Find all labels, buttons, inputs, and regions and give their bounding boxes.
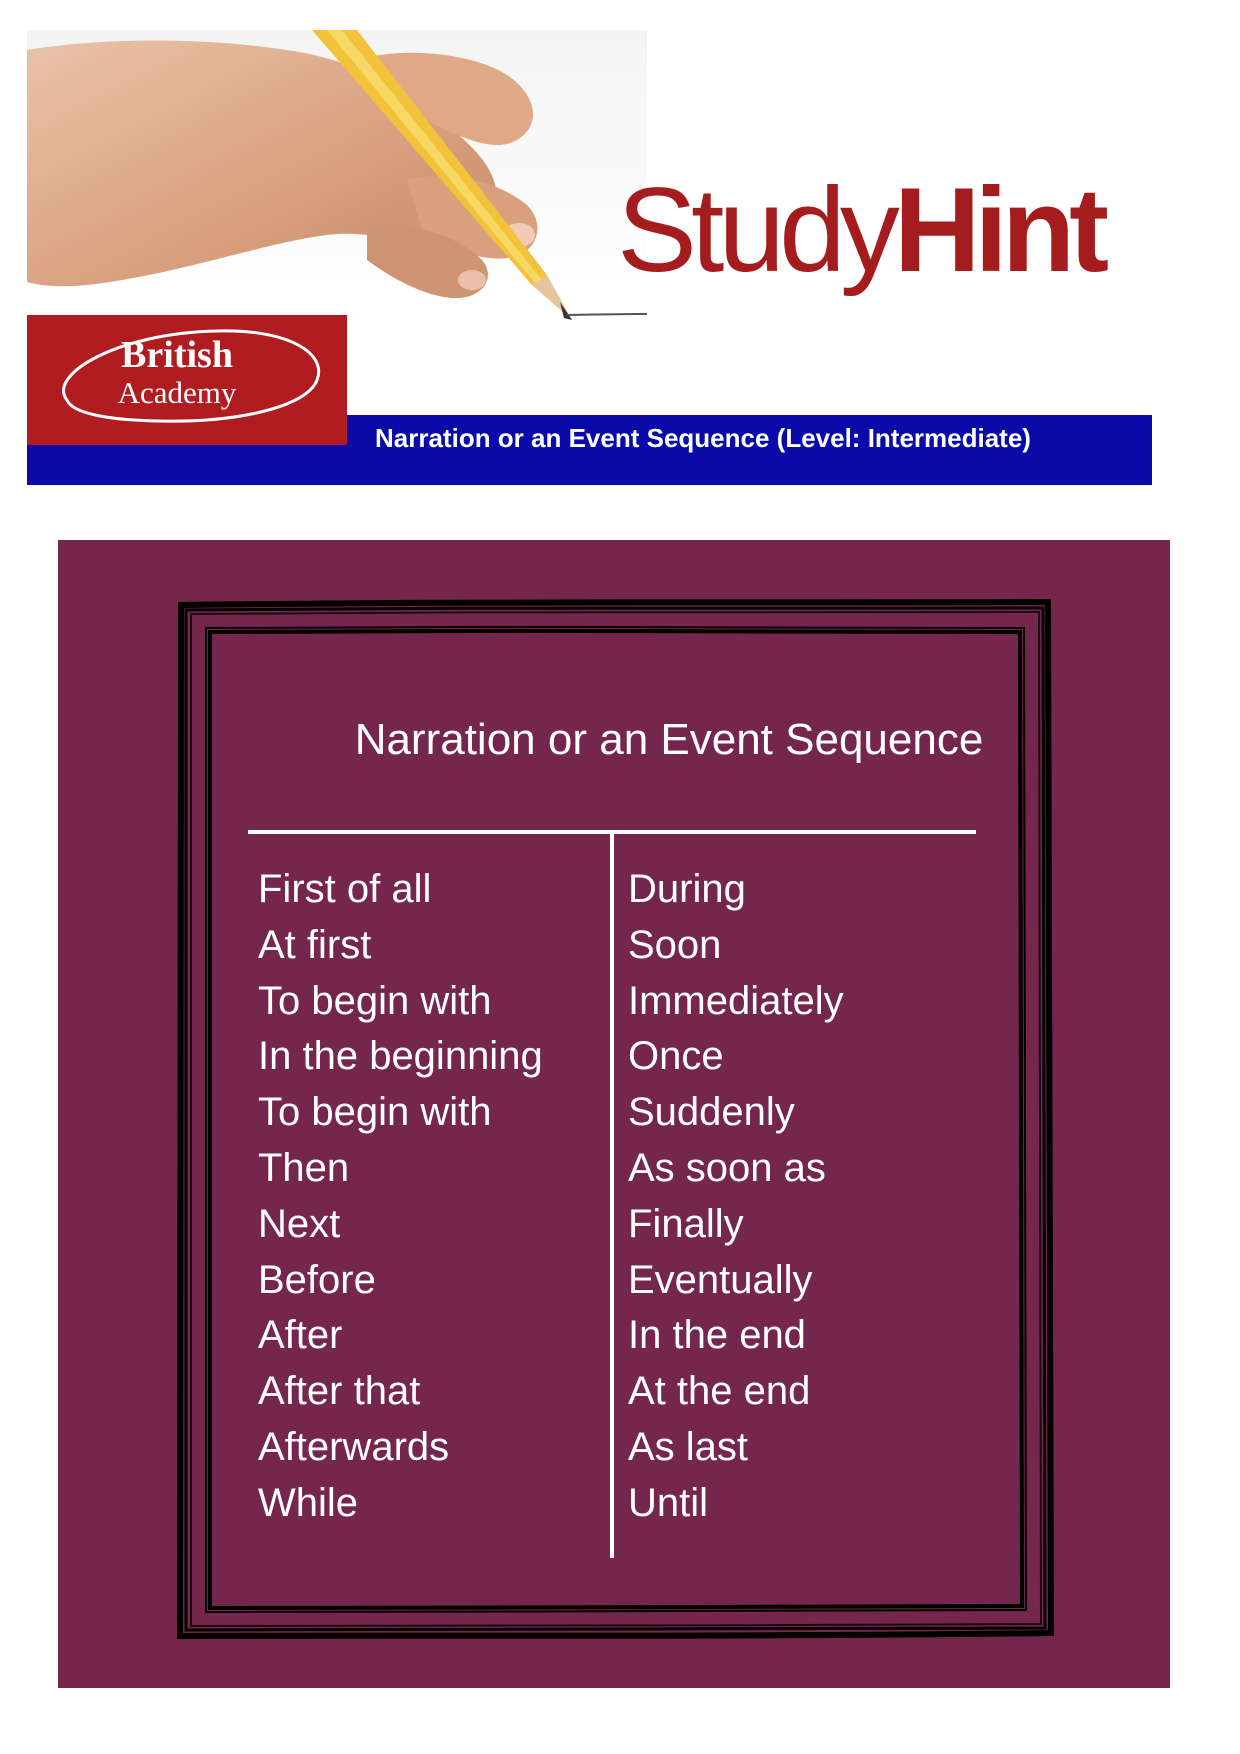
list-item: To begin with [258,1090,492,1135]
list-item: At first [258,922,372,967]
studyhint-logo [617,163,1104,297]
logo-text-academy: Academy [117,375,237,410]
list-item: Suddenly [628,1090,795,1135]
list-item: After that [258,1369,421,1414]
list-item: In the end [628,1313,806,1358]
list-item: Eventually [628,1257,813,1302]
list-item: As last [628,1424,749,1469]
list-item: At the end [628,1369,811,1414]
decorative-frame [58,540,1170,1688]
list-item: To begin with [258,978,492,1023]
brand-hint-text: Hint [893,163,1104,297]
list-item: Immediately [628,978,844,1023]
list-item: As soon as [628,1145,826,1190]
list-item: After [258,1313,343,1358]
list-item: While [258,1480,359,1525]
panel-title: Narration or an Event Sequence [354,715,984,764]
list-item: Before [258,1257,376,1302]
header-subtitle: Narration or an Event Sequence (Level: Intermediate) [375,423,1031,453]
brand-study-text: Study [617,163,894,297]
left-word-list [258,862,543,1532]
list-item: Then [258,1145,350,1190]
content-panel [58,540,1170,1688]
list-item: In the beginning [258,1034,543,1079]
list-item: Until [628,1480,709,1525]
british-academy-logo [27,315,347,445]
list-item: Next [258,1201,341,1246]
right-word-list [628,862,844,1532]
list-item: Soon [628,922,722,967]
list-item: First of all [258,867,432,911]
list-item: Finally [628,1201,744,1246]
hand-with-pencil-illustration [27,30,647,320]
list-item: Once [628,1034,724,1079]
header-banner [27,30,1207,485]
list-item: Afterwards [258,1424,450,1469]
logo-text-british: British [121,334,233,376]
list-item: During [628,867,746,911]
